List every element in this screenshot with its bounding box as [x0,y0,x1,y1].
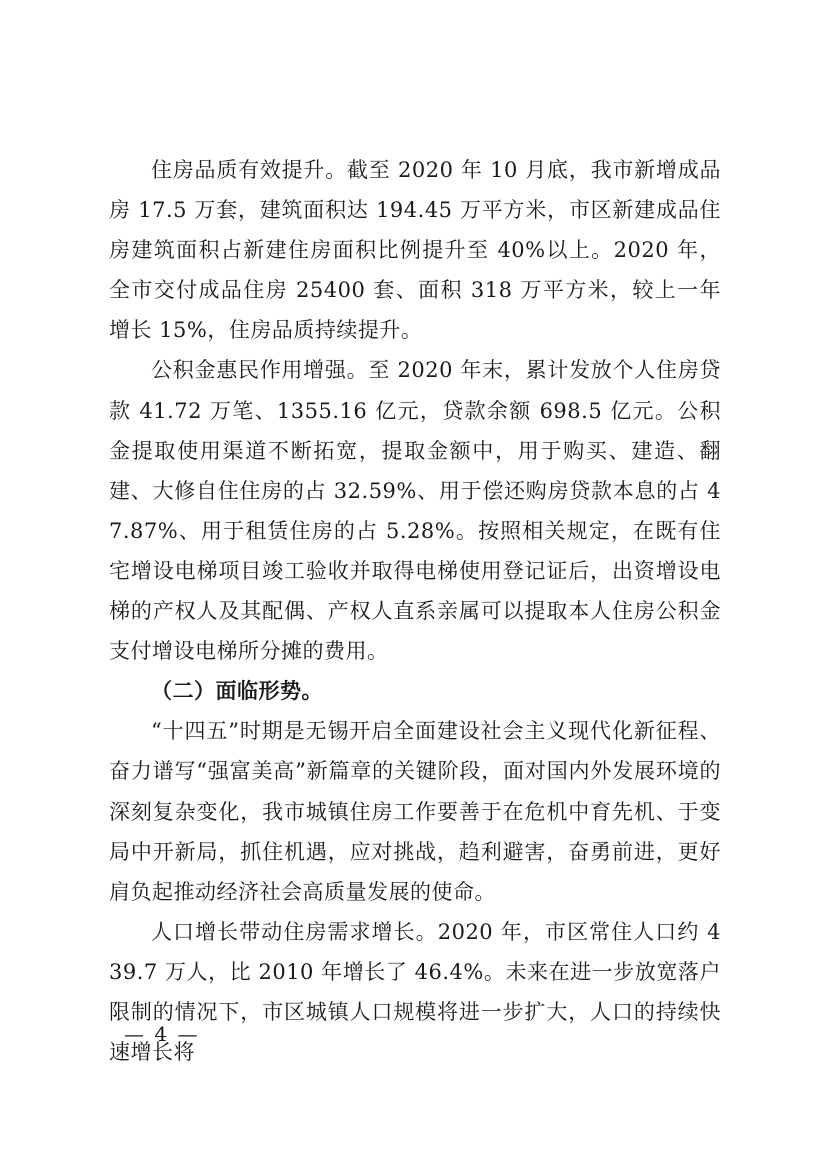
document-body [109,150,721,1072]
page-number: — 4 — [124,1022,200,1046]
paragraph-provident-fund: 公积金惠民作用增强。至 2020 年末，累计发放个人住房贷款 41.72 万笔、1355.16 亿元，贷款余额 698.5 亿元。公积金提取使用渠道不断拓宽，提取金额中，用于购买、建造、翻建、大修自住住房的占 32.59%、用于偿还购房贷款本息的占 47.87%、用于租赁住房的占 5.28%。按照相关规定，在既有住宅增设电梯项目竣工验收并取得电梯使用登记证后，出资增设电梯的产权人及其配偶、产权人直系亲属可以提取本人住房公积金支付增设电梯所分摊的费用。 [109,358,721,664]
paragraph-14th-five-year: “十四五”时期是无锡开启全面建设社会主义现代化新征程、奋力谱写“强富美高”新篇章的关键阶段，面对国内外发展环境的深刻复杂变化，我市城镇住房工作要善于在危机中育先机、于变局中开新局，抓住机遇，应对挑战，趋利避害，奋勇前进，更好肩负起推动经济社会高质量发展的使命。 [109,719,721,904]
paragraph-housing-quality: 住房品质有效提升。截至 2020 年 10 月底，我市新增成品房 17.5 万套，建筑面积达 194.45 万平方米，市区新建成品住房建筑面积占新建住房面积比例提升至 40%以上。2020 年，全市交付成品住房 25400 套、面积 318 万平方米，较上一年增长 15%，住房品质持续提升。 [109,158,721,343]
section-heading: （二）面临形势。 [151,678,323,704]
paragraph-population-growth: 人口增长带动住房需求增长。2020 年，市区常住人口约 439.7 万人，比 2010 年增长了 46.4%。未来在进一步放宽落户限制的情况下，市区城镇人口规模将进一步扩大，人口的持续快速增长将 [109,919,721,1065]
